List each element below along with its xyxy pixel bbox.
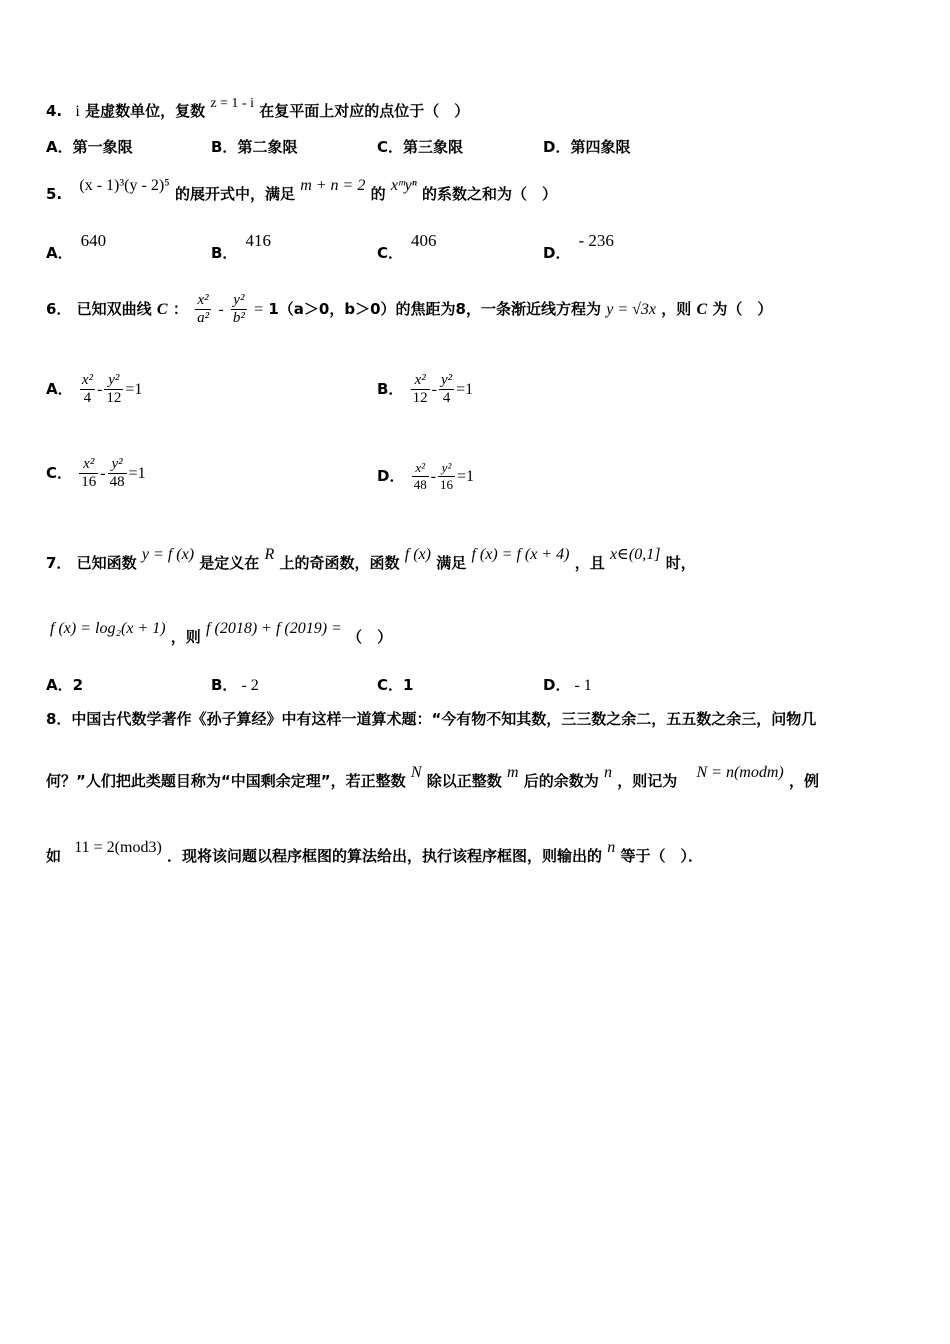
q4-number: 4. <box>46 102 63 120</box>
q7-option-c: C．1 <box>377 676 414 694</box>
q5-option-a: A．640 <box>46 231 107 262</box>
q5-stem <box>46 177 558 204</box>
q5-option-b: B．416 <box>211 231 271 262</box>
q8-mod-formula: N = n(modm) <box>696 764 784 781</box>
q6-option-b: B． $\frac{\text{x²}}{12}$ - $\frac{\text{y²}}{4}$ =1 <box>377 372 474 406</box>
q6-eq-equals: = <box>254 301 264 318</box>
q6-colon: ： <box>172 300 188 318</box>
q7-f6: f (2018) + f (2019) = <box>206 620 342 637</box>
q6-asymptote: y = √3x <box>606 301 656 318</box>
q6-text2: 1（a＞0，b＞0）的焦距为8，一条渐近线方程为 <box>268 300 601 318</box>
q7-text1: 已知函数 <box>76 554 137 572</box>
q7-option-d: D． - 1 <box>543 676 592 694</box>
q4-option-b: B．第二象限 <box>211 138 298 156</box>
q5-number: 5. <box>46 185 63 203</box>
q8-m-var: m <box>506 764 519 781</box>
q5-option-c: C．406 <box>377 231 437 262</box>
q5-text3: 的系数之和为（ ） <box>422 185 558 203</box>
q7-text2: 是定义在 <box>199 554 260 572</box>
q6-text1: 已知双曲线 <box>76 300 152 318</box>
q6-text3: ，则 <box>661 300 692 318</box>
q8-line1: 8．中国古代数学著作《孙子算经》中有这样一道算术题：“今有物不知其数，三三数之余二，五五数之余三，问物几 <box>46 710 817 728</box>
q7-r: R <box>264 546 275 563</box>
q6-option-a: A． $\frac{\text{x²}}{4}$ - $\frac{\text{y²}}{12}$ =1 <box>46 372 143 406</box>
q7-stem-2 <box>50 620 393 647</box>
q4-stem <box>46 96 470 121</box>
q8-example: 11 = 2(mod3) <box>74 839 162 856</box>
q8-line3: 如 11 = 2(mod3) ．现将该问题以程序框图的算法给出，执行该程序框图，则输出的 n 等于（ ）． <box>46 839 704 865</box>
q4-i: i <box>75 103 80 120</box>
q8-n-small: n <box>604 764 613 781</box>
q7-f5: f (x) = log₂(x + 1) <box>50 620 166 637</box>
q4-option-d: D．第四象限 <box>543 138 631 156</box>
q8-n-output: n <box>607 839 616 856</box>
q7-text6: 时， <box>665 554 696 572</box>
q6-number: 6． <box>46 300 72 318</box>
q7-number: 7． <box>46 554 72 572</box>
q7-text4: 满足 <box>436 554 467 572</box>
q6-var-c-2: C <box>696 301 708 318</box>
q5-text1: 的展开式中，满足 <box>174 185 295 203</box>
q6-option-d: D． $\frac{\text{x²}}{48}$ - $\frac{\text{y²}}{16}$ =1 <box>377 460 475 492</box>
q7-f4: x∈(0,1] <box>609 546 661 563</box>
q6-eq-frac-x: $\frac{\text{x²}}{\text{a²}}$ <box>197 292 210 326</box>
q7-f1: y = f (x) <box>141 546 195 563</box>
q7-option-b: B． - 2 <box>211 676 259 694</box>
q5-option-d: D．- 236 <box>543 231 614 262</box>
q7-option-a: A．2 <box>46 676 84 694</box>
q6-text4: 为（ ） <box>712 300 773 318</box>
q6-stem <box>46 292 772 327</box>
q4-text2: 在复平面上对应的点位于（ ） <box>259 102 470 120</box>
q6-option-c: C． $\frac{\text{x²}}{16}$ - $\frac{\text{y²}}{48}$ =1 <box>46 456 146 490</box>
q7-text7: ，则 <box>170 628 201 646</box>
q6-eq-frac-y: $\frac{\text{y²}}{\text{b²}}$ <box>232 292 245 326</box>
q7-stem <box>46 546 696 573</box>
q6-var-c: C <box>156 301 168 318</box>
q5-text2: 的 <box>370 185 386 203</box>
q4-text1: 是虚数单位，复数 <box>85 102 206 120</box>
q8-line2: 何？”人们把此类题目称为“中国剩余定理”，若正整数 N 除以正整数 m 后的余数为 n ，则记为 N = n(modm) ，例 <box>46 764 819 790</box>
q5-term: xᵐyⁿ <box>390 177 417 194</box>
q7-f2: f (x) <box>404 546 431 563</box>
q6-eq-minus: - <box>218 301 224 318</box>
q4-option-c: C．第三象限 <box>377 138 464 156</box>
q4-formula: z = 1 - i <box>210 96 254 111</box>
q4-option-a: A．第一象限 <box>46 138 133 156</box>
q7-text8: （ ） <box>347 628 393 646</box>
q8-n-var: N <box>410 764 422 781</box>
q5-formula: (x - 1)³(y - 2)⁵ <box>79 177 170 194</box>
q7-f3: f (x) = f (x + 4) <box>471 546 570 563</box>
q7-text3: 上的奇函数，函数 <box>279 554 400 572</box>
q7-text5: ，且 <box>574 554 605 572</box>
q5-condition: m + n = 2 <box>300 177 366 194</box>
